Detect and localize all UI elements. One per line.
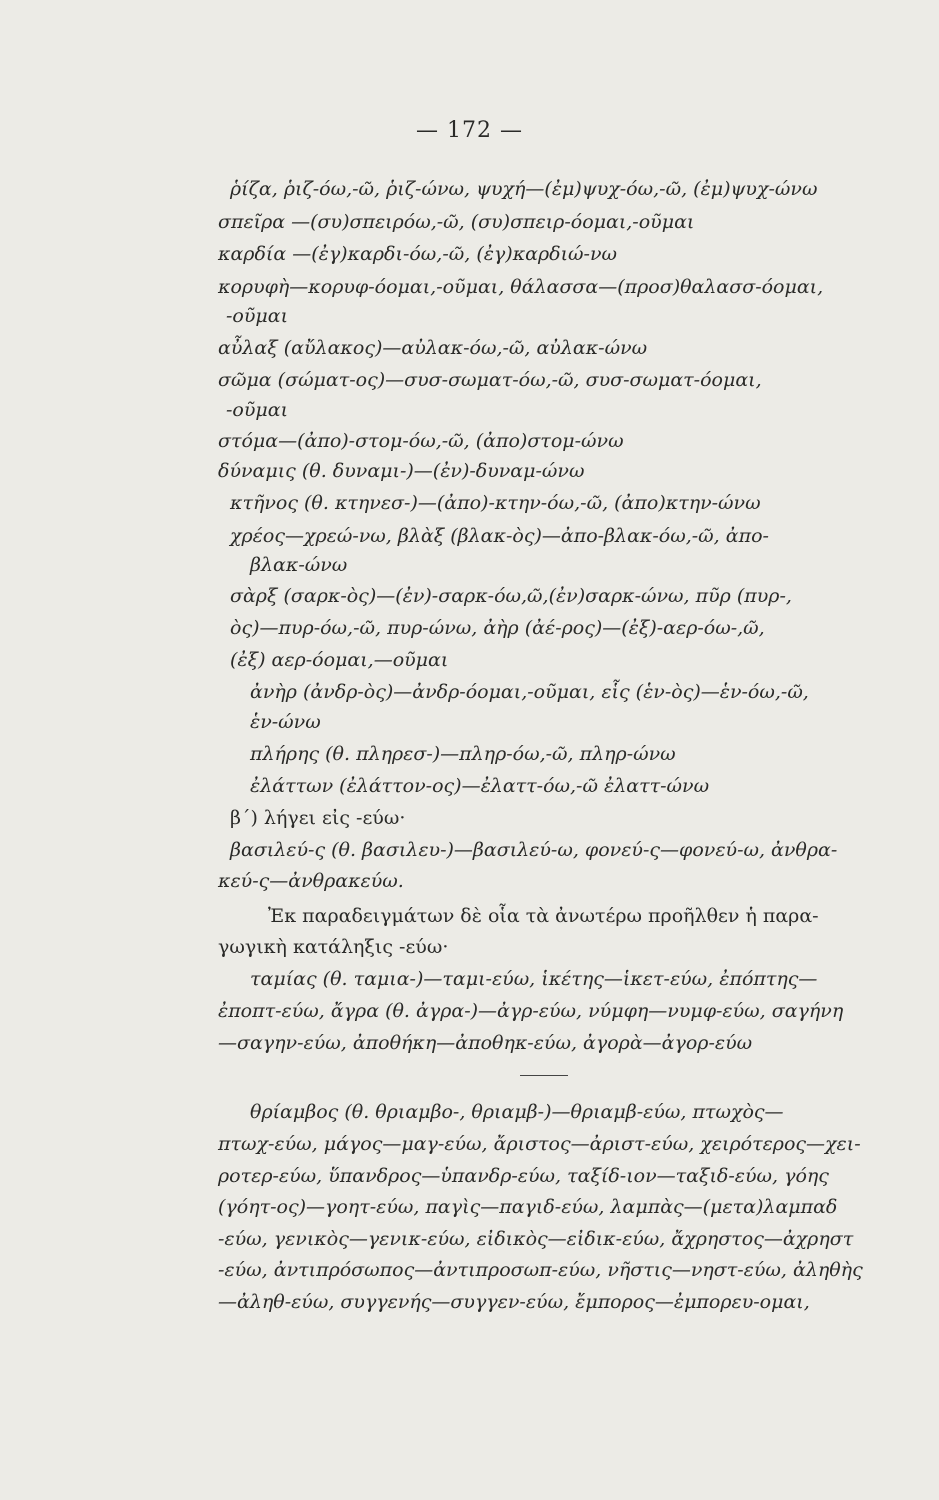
- text-line: -οῦμαι: [226, 399, 289, 421]
- text-line: (γόητ-ος)—γοητ-εύω, παγὶς—παγιδ-εύω, λαμπὰς—(μετα)λαμπαδ: [218, 1196, 838, 1218]
- text-line: -εύω, ἀντιπρόσωπος—ἀντιπροσωπ-εύω, νῆστις—νηστ-εύω, ἀληθὴς: [218, 1259, 863, 1281]
- text-line: —ἀληθ-εύω, συγγενής—συγγεν-εύω, ἔμπορος—ἐμπορευ-ομαι,: [218, 1291, 810, 1313]
- page-number: — 172 —: [416, 118, 523, 143]
- text-line: κεύ-ς—ἀνθρακεύω.: [218, 870, 404, 892]
- text-line: ροτερ-εύω, ὕπανδρος—ὑπανδρ-εύω, ταξίδ-ιον—ταξιδ-εύω, γόης: [218, 1165, 829, 1187]
- text-line: πτωχ-εύω, μάγος—μαγ-εύω, ἄριστος—ἀριστ-εύω, χειρότερος—χει-: [218, 1133, 861, 1155]
- text-line: θρίαμβος (θ. θριαμβο-, θριαμβ-)—θριαμβ-εύω, πτωχὸς—: [250, 1101, 784, 1123]
- text-line: δύναμις (θ. δυναμι-)—(ἐν)-δυναμ-ώνω: [218, 460, 585, 482]
- text-line: ῥίζα, ῥιζ-όω,-ῶ, ῥιζ-ώνω, ψυχή—(ἐμ)ψυχ-όω,-ῶ, (ἐμ)ψυχ-ώνω: [230, 178, 818, 200]
- text-line: σπεῖρα —(συ)σπειρόω,-ῶ, (συ)σπειρ-όομαι,-οῦμαι: [218, 211, 695, 233]
- text-line: βλακ-ώνω: [250, 554, 348, 576]
- section-heading: β΄) λήγει εἰς -εύω·: [230, 807, 406, 829]
- text-line: -οῦμαι: [226, 305, 289, 327]
- text-line: σῶμα (σώματ-ος)—συσ-σωματ-όω,-ῶ, συσ-σωματ-όομαι,: [218, 369, 762, 391]
- text-line: ἐλάττων (ἐλάττον-ος)—ἐλαττ-όω,-ῶ ἐλαττ-ώνω: [250, 775, 710, 797]
- text-line: χρέος—χρεώ-νω, βλὰξ (βλακ-ὸς)—ἀπο-βλακ-όω,-ῶ, ἀπο-: [230, 525, 769, 547]
- text-line: αὖλαξ (αὔλακος)—αὐλακ-όω,-ῶ, αὐλακ-ώνω: [218, 337, 648, 359]
- text-line: πλήρης (θ. πληρεσ-)—πληρ-όω,-ῶ, πληρ-ώνω: [250, 743, 676, 765]
- text-line: —σαγην-εύω, ἀποθήκη—ἀποθηκ-εύω, ἀγορὰ—ἀγορ-εύω: [218, 1032, 753, 1054]
- text-line: στόμα—(ἀπο)-στομ-όω,-ῶ, (ἀπο)στομ-ώνω: [218, 430, 624, 452]
- section-divider: [520, 1075, 568, 1076]
- text-line: κτῆνος (θ. κτηνεσ-)—(ἀπο)-κτην-όω,-ῶ, (ἀπο)κτην-ώνω: [230, 492, 761, 514]
- text-line: γωγικὴ κατάληξις -εύω·: [218, 936, 449, 958]
- text-line: ἀνὴρ (ἀνδρ-ὸς)—ἀνδρ-όομαι,-οῦμαι, εἷς (ἑν-ὸς)—ἑν-όω,-ῶ,: [250, 681, 809, 703]
- text-line: -εύω, γενικὸς—γενικ-εύω, εἰδικὸς—εἰδικ-εύω, ἄχρηστος—ἀχρηστ: [218, 1228, 854, 1250]
- text-line: ὸς)—πυρ-όω,-ῶ, πυρ-ώνω, ἀὴρ (ἀέ-ρος)—(ἐξ)-αερ-όω-,ῶ,: [230, 617, 765, 639]
- text-line: ἐποπτ-εύω, ἄγρα (θ. ἀγρα-)—ἀγρ-εύω, νύμφη—νυμφ-εύω, σαγήνη: [218, 1000, 844, 1022]
- text-line: Ἐκ παραδειγμάτων δὲ οἷα τὰ ἀνωτέρω προῆλθεν ἡ παρα-: [268, 905, 819, 927]
- text-line: βασιλεύ-ς (θ. βασιλευ-)—βασιλεύ-ω, φονεύ-ς—φονεύ-ω, ἀνθρα-: [230, 839, 838, 861]
- text-line: (ἐξ) αερ-όομαι,—οῦμαι: [230, 649, 449, 671]
- text-line: καρδία —(ἐγ)καρδι-όω,-ῶ, (ἐγ)καρδιώ-νω: [218, 243, 618, 265]
- text-line: κορυφὴ—κορυφ-όομαι,-οῦμαι, θάλασσα—(προσ)θαλασσ-όομαι,: [218, 276, 824, 298]
- text-line: ταμίας (θ. ταμια-)—ταμι-εύω, ἱκέτης—ἱκετ-εύω, ἐπόπτης—: [250, 968, 818, 990]
- text-line: ἑν-ώνω: [250, 711, 321, 733]
- text-line: σὰρξ (σαρκ-ὸς)—(ἐν)-σαρκ-όω,ῶ,(ἐν)σαρκ-ώνω, πῦρ (πυρ-,: [230, 585, 792, 607]
